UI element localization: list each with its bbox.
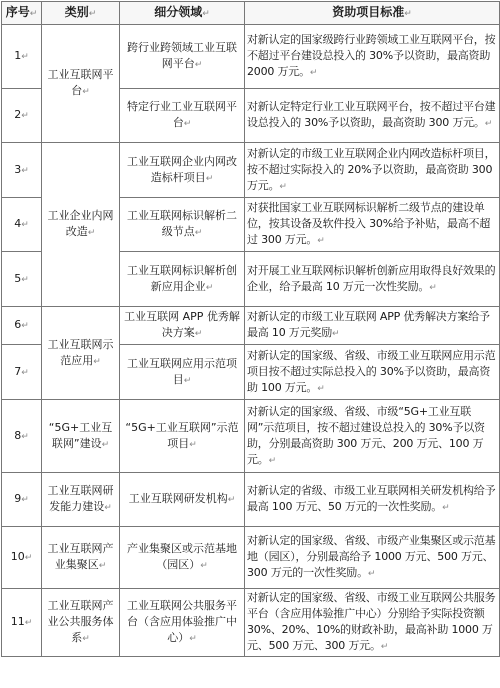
table-row (2, 307, 500, 345)
table-row (2, 143, 500, 198)
table-row (2, 527, 500, 589)
subfield-cell: 工业互联网企业内网改造标杆项目↵ (120, 143, 245, 198)
standard-cell: 对新认定的国家级、省级、市级“5G+工业互联网”示范项目，按不超过建设总投入的 30%予以资助，分别最高资助 300 万元、200 万元、100 万元。↵ (245, 400, 500, 473)
table-row (2, 473, 500, 527)
category-cell: 工业企业内网改造↵ (42, 143, 120, 307)
standard-cell: 对开展工业互联网标识解析创新应用取得良好效果的企业，给予最高 10 万元一次性奖励。↵ (245, 252, 500, 307)
standard-cell: 对新认定的市级工业互联网 APP 优秀解决方案给予最高 10 万元奖励↵ (245, 307, 500, 345)
subfield-cell: 工业互联网公共服务平台（含应用体验推广中心）↵ (120, 589, 245, 657)
seq-cell: 5↵ (2, 252, 42, 307)
header-category: 类别↵ (42, 2, 120, 25)
standard-cell: 对新认定的市级工业互联网企业内网改造标杆项目，按不超过实际投入的 20%予以资助，最高资助 300 万元。↵ (245, 143, 500, 198)
seq-cell: 6↵ (2, 307, 42, 345)
standard-cell: 对新认定的省级、市级工业互联网相关研发机构给予最高 100 万元、50 万元的一次性奖励。↵ (245, 473, 500, 527)
subfield-cell: 工业互联网应用示范项目↵ (120, 345, 245, 400)
category-cell: 工业互联网平台↵ (42, 25, 120, 143)
seq-cell: 3↵ (2, 143, 42, 198)
seq-cell: 7↵ (2, 345, 42, 400)
category-cell: 工业互联网产业公共服务体系↵ (42, 589, 120, 657)
standard-cell: 对新认定的国家级跨行业跨领域工业互联网平台，按不超过平台建设总投入的 30%予以资助，最高资助 2000 万元。↵ (245, 25, 500, 89)
category-cell: 工业互联网研发能力建设↵ (42, 473, 120, 527)
subfield-cell: 产业集聚区或示范基地（园区）↵ (120, 527, 245, 589)
subfield-cell: “5G+工业互联网”示范项目↵ (120, 400, 245, 473)
header-subfield: 细分领域↵ (120, 2, 245, 25)
table-row (2, 25, 500, 89)
standard-cell: 对新认定的国家级、省级、市级工业互联网公共服务平台（含应用体验推广中心）分别给予实际投资额 30%、20%、10%的财政补助，最高补助 1000 万元、500 万元、300 万元。↵ (245, 589, 500, 657)
category-cell: 工业互联网示范应用↵ (42, 307, 120, 400)
seq-cell: 11↵ (2, 589, 42, 657)
seq-cell: 9↵ (2, 473, 42, 527)
seq-cell: 1↵ (2, 25, 42, 89)
header-standard: 资助项目标准↵ (245, 2, 500, 25)
seq-cell: 2↵ (2, 89, 42, 143)
subfield-cell: 跨行业跨领域工业互联网平台↵ (120, 25, 245, 89)
seq-cell: 10↵ (2, 527, 42, 589)
header-row (2, 2, 500, 25)
category-cell: 工业互联网产业集聚区↵ (42, 527, 120, 589)
subfield-cell: 工业互联网研发机构↵ (120, 473, 245, 527)
seq-cell: 4↵ (2, 198, 42, 252)
header-seq: 序号↵ (2, 2, 42, 25)
table-row (2, 400, 500, 473)
seq-cell: 8↵ (2, 400, 42, 473)
standard-cell: 对获批国家工业互联网标识解析二级节点的建设单位，按其设备及软件投入 30%给予补贴，最高不超过 300 万元。↵ (245, 198, 500, 252)
standard-cell: 对新认定的国家级、省级、市级产业集聚区或示范基地（园区），分别最高给予 1000 万元、500 万元、300 万元的一次性奖励。↵ (245, 527, 500, 589)
funding-standards-table (1, 1, 500, 657)
standard-cell: 对新认定的国家级、省级、市级工业互联网应用示范项目按不超过实际总投入的 30%予以资助，最高资助 100 万元。↵ (245, 345, 500, 400)
standard-cell: 对新认定特定行业工业互联网平台，按不超过平台建设总投入的 30%予以资助，最高资助 300 万元。↵ (245, 89, 500, 143)
subfield-cell: 工业互联网 APP 优秀解决方案↵ (120, 307, 245, 345)
subfield-cell: 工业互联网标识解析创新应用企业↵ (120, 252, 245, 307)
subfield-cell: 工业互联网标识解析二级节点↵ (120, 198, 245, 252)
table-row (2, 589, 500, 657)
subfield-cell: 特定行业工业互联网平台↵ (120, 89, 245, 143)
category-cell: “5G+工业互联网”建设↵ (42, 400, 120, 473)
